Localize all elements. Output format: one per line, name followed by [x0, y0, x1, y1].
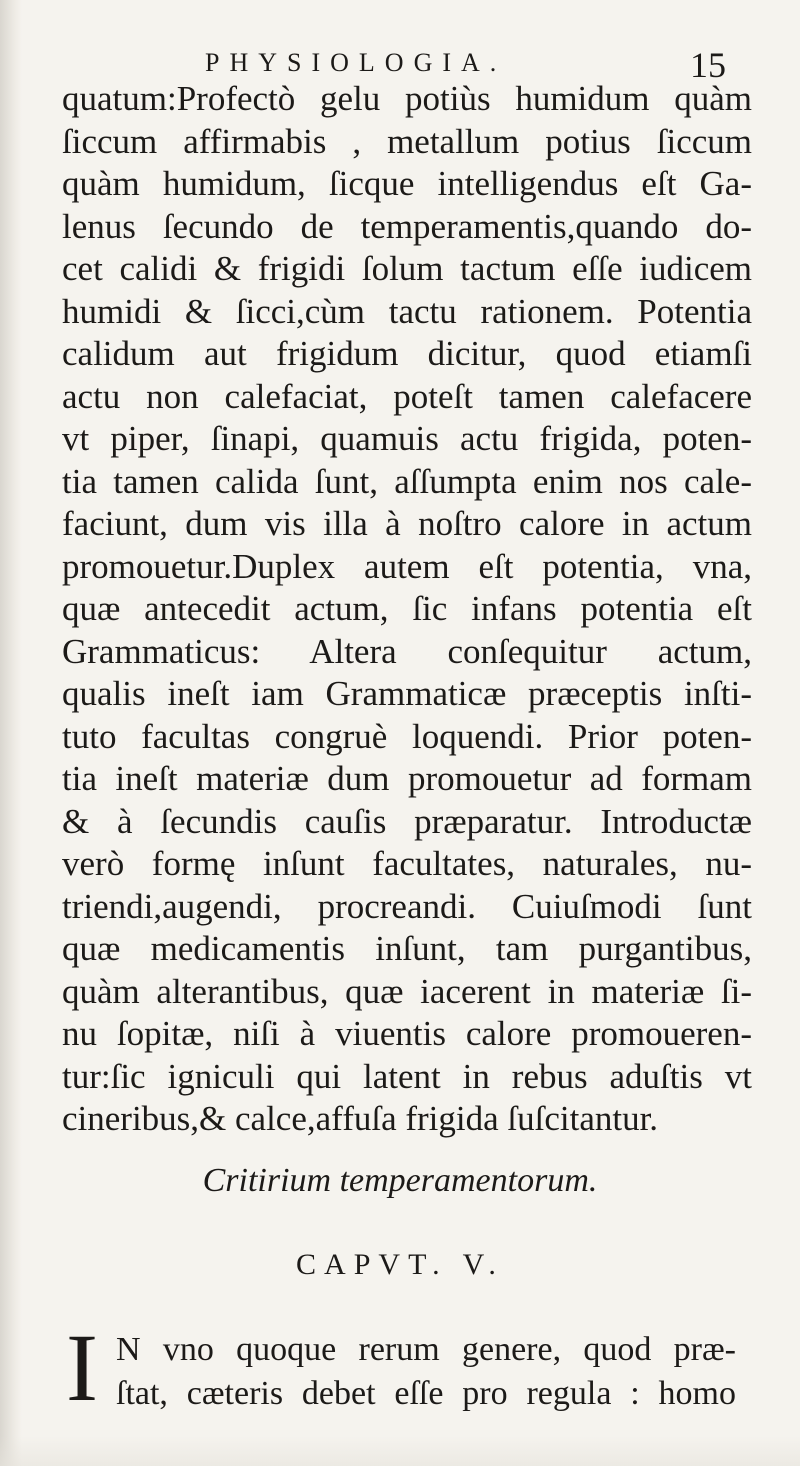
- text-line: tia ineſt materiæ dum promouetur ad formam: [62, 759, 752, 798]
- text-line: tuto facultas congruè loquendi. Prior poten-: [62, 716, 752, 756]
- text-line: cet calidi & frigidi ſolum tactum eſſe iudicem: [62, 249, 752, 288]
- text-line: quæ antecedit actum, ſic infans potentia eſt: [62, 589, 752, 628]
- text-line: & à ſecundis cauſis præparatur. Introductæ: [62, 801, 752, 841]
- text-line: quàm humidum, ſicque intelligendus eſt Ga-: [62, 164, 752, 203]
- text-line: lenus ſecundo de temperamentis,quando do-: [62, 206, 752, 246]
- text-line: actu non calefaciat, poteſt tamen calefacere: [62, 376, 752, 416]
- text-line: Grammaticus: Altera conſequitur actum,: [62, 631, 752, 671]
- text-line: ſtat, cæteris debet eſſe pro regula : homo: [116, 1375, 736, 1412]
- text-line: quatum:Profectò gelu potiùs humidum quàm: [62, 79, 752, 118]
- text-line: cineribus,& calce,affuſa frigida ſuſcitantur.: [62, 1099, 659, 1138]
- text-line: verò formę inſunt facultates, naturales, nu-: [62, 844, 752, 883]
- page-bottom-shadow: [0, 1436, 800, 1466]
- page-gutter-shadow: [0, 0, 22, 1466]
- text-line: faciunt, dum vis illa à noſtro calore in actum: [62, 504, 752, 543]
- text-line: humidi & ſicci,cùm tactu rationem. Potentia: [62, 291, 752, 331]
- body-text-block: [62, 78, 752, 1141]
- text-line: promouetur.Duplex autem eſt potentia, vna,: [62, 546, 752, 586]
- chapter-text-block: [116, 1328, 736, 1416]
- text-line: vt piper, ſinapi, quamuis actu frigida, poten-: [62, 419, 752, 458]
- drop-cap-initial: I: [66, 1314, 98, 1421]
- text-line: ſiccum affirmabis , metallum potius ſiccum: [62, 121, 752, 161]
- text-line: calidum aut frigidum dicitur, quod etiamſi: [62, 334, 752, 373]
- text-line: qualis ineſt iam Grammaticæ præceptis inſti-: [62, 674, 752, 713]
- text-line: quàm alterantibus, quæ iacerent in materiæ ſi-: [62, 971, 752, 1011]
- text-line: quæ medicamentis inſunt, tam purgantibus,: [62, 929, 752, 968]
- text-line: tur:ſic igniculi qui latent in rebus aduſtis vt: [62, 1056, 752, 1096]
- section-title: Critirium temperamentorum.: [202, 1162, 598, 1199]
- text-line: N vno quoque rerum genere, quod præ-: [116, 1331, 736, 1368]
- page-number: 15: [690, 45, 726, 85]
- text-line: nu ſopitæ, niſi à viuentis calore promoueren-: [62, 1014, 752, 1053]
- chapter-heading: CAPVT. V.: [296, 1248, 504, 1281]
- text-line: triendi,augendi, procreandi. Cuiuſmodi ſunt: [62, 886, 752, 926]
- text-line: tia tamen calida ſunt, aſſumpta enim nos cale-: [62, 461, 752, 501]
- running-title: PHYSIOLOGIA.: [205, 48, 507, 77]
